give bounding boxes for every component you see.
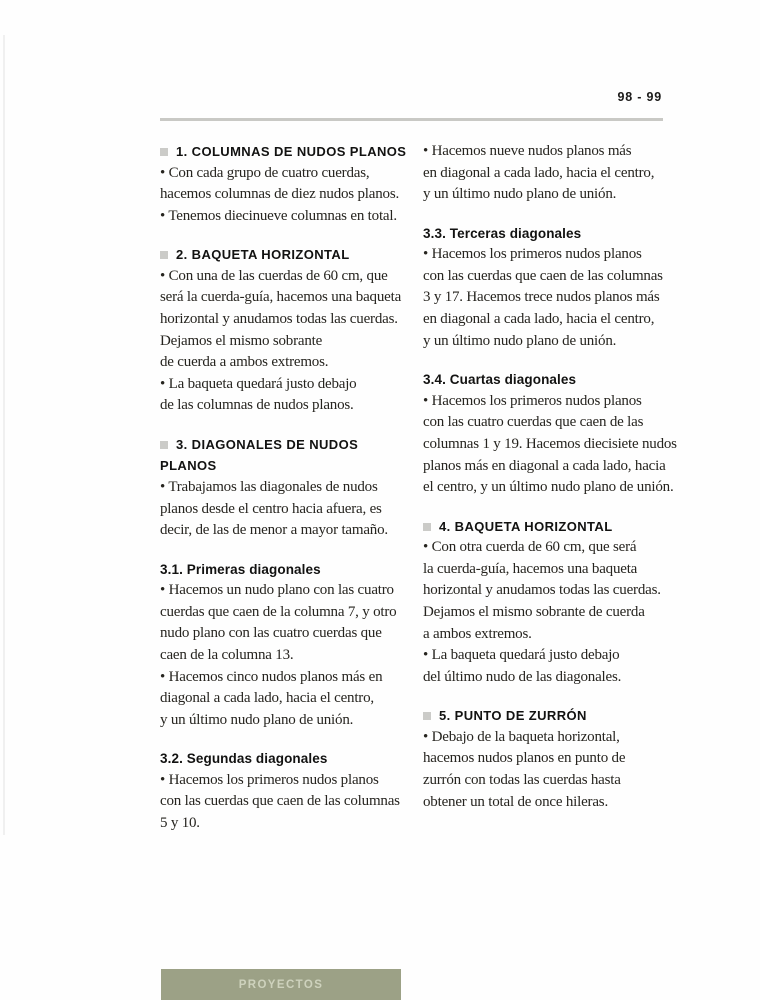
body-line: • Hacemos nueve nudos planos más	[423, 143, 632, 159]
body-line: Dejamos el mismo sobrante de cuerda	[423, 604, 645, 620]
body-line: decir, de las de menor a mayor tamaño.	[160, 522, 388, 539]
body-line: con las cuerdas que caen de las columnas	[423, 267, 663, 284]
square-bullet-icon	[160, 251, 168, 259]
body-line: Dejamos el mismo sobrante	[160, 332, 323, 349]
section-block	[160, 434, 412, 542]
body-line: hacemos columnas de diez nudos planos.	[160, 186, 400, 203]
body-line: cuerdas que caen de la columna 7, y otro	[160, 603, 397, 620]
body-line: • Hacemos un nudo plano con las cuatro	[160, 582, 394, 599]
body-line: horizontal y anudamos todas las cuerdas.	[423, 582, 661, 599]
subsection-block	[160, 748, 412, 834]
body-line: 5 y 10.	[160, 815, 200, 832]
subsection-heading: 3.2. Segundas diagonales	[160, 751, 328, 767]
body-line: • Trabajamos las diagonales de nudos	[160, 478, 378, 495]
body-line: será la cuerda-guía, hacemos una baqueta	[160, 289, 402, 306]
body-line: • Tenemos diecinueve columnas en total.	[160, 207, 397, 224]
section-block	[160, 141, 412, 227]
body-line: diagonal a cada lado, hacia el centro,	[160, 690, 374, 707]
body-line: • Debajo de la baqueta horizontal,	[423, 728, 620, 745]
body-line: • La baqueta quedará justo debajo	[160, 375, 357, 392]
body-line: y un último nudo plano de unión.	[160, 711, 354, 728]
subsection-block	[423, 369, 677, 498]
paragraph-block	[423, 141, 668, 206]
body-line: obtener un total de once hileras.	[423, 793, 608, 810]
body-line: columnas 1 y 19. Hacemos diecisiete nudos	[423, 435, 677, 452]
section-block	[423, 705, 668, 813]
body-line: planos más en diagonal a cada lado, hacia	[423, 457, 666, 474]
body-line: • Hacemos los primeros nudos planos	[160, 771, 379, 788]
body-line: zurrón con todas las cuerdas hasta	[423, 772, 621, 789]
section-heading: 3. DIAGONALES DE NUDOS	[160, 434, 412, 456]
body-line: nudo plano con las cuatro cuerdas que	[160, 625, 382, 642]
body-line: • Con cada grupo de cuatro cuerdas,	[160, 164, 370, 181]
section-block	[160, 244, 412, 417]
subsection-heading: 3.3. Terceras diagonales	[423, 225, 582, 241]
body-line: 3 y 17. Hacemos trece nudos planos más	[423, 289, 660, 306]
square-bullet-icon	[423, 712, 431, 720]
body-line: del último nudo de las diagonales.	[423, 668, 622, 685]
body-line: • Hacemos cinco nudos planos más en	[160, 668, 383, 685]
footer-tab-label: PROYECTOS	[238, 978, 324, 991]
body-line: de las columnas de nudos planos.	[160, 397, 354, 414]
body-line: hacemos nudos planos en punto de	[423, 750, 626, 767]
body-line: el centro, y un último nudo plano de unión.	[423, 479, 674, 496]
section-heading: 5. PUNTO DE ZURRÓN	[423, 705, 668, 727]
square-bullet-icon	[423, 523, 431, 531]
section-block	[423, 516, 668, 689]
square-bullet-icon	[160, 148, 168, 156]
body-line: horizontal y anudamos todas las cuerdas.	[160, 310, 398, 327]
body-line: • La baqueta quedará justo debajo	[423, 647, 620, 664]
footer-section-tab	[161, 969, 401, 1000]
body-line: • Hacemos los primeros nudos planos	[423, 392, 642, 409]
body-line: • Hacemos los primeros nudos planos	[423, 246, 642, 263]
subsection-heading: 3.1. Primeras diagonales	[160, 561, 321, 577]
square-bullet-icon	[160, 441, 168, 449]
body-line: con las cuatro cuerdas que caen de las	[423, 414, 644, 431]
subsection-block	[423, 223, 668, 352]
section-heading: 1. COLUMNAS DE NUDOS PLANOS	[160, 141, 412, 163]
body-line: y un último nudo plano de unión.	[423, 186, 617, 203]
body-line: planos desde el centro hacia afuera, es	[160, 500, 382, 517]
body-line: • Con otra cuerda de 60 cm, que será	[423, 539, 637, 556]
header-divider-rule	[160, 118, 663, 121]
text-column-left	[160, 141, 412, 835]
body-line: la cuerda-guía, hacemos una baqueta	[423, 560, 638, 577]
scan-edge-artifact	[3, 35, 5, 835]
body-line: caen de la columna 13.	[160, 647, 294, 663]
body-line: en diagonal a cada lado, hacia el centro,	[423, 164, 655, 181]
section-heading: 2. BAQUETA HORIZONTAL	[160, 244, 412, 266]
body-line: con las cuerdas que caen de las columnas	[160, 793, 400, 810]
body-line: a ambos extremos.	[423, 625, 532, 642]
subsection-heading: 3.4. Cuartas diagonales	[423, 372, 577, 388]
body-line: en diagonal a cada lado, hacia el centro,	[423, 311, 655, 328]
subsection-block	[160, 559, 412, 732]
text-column-right	[423, 141, 677, 813]
page-number: 98 - 99	[617, 90, 662, 104]
section-heading: 4. BAQUETA HORIZONTAL	[423, 516, 668, 538]
section-heading: PLANOS	[160, 458, 217, 474]
body-line: y un último nudo plano de unión.	[423, 332, 617, 349]
body-line: • Con una de las cuerdas de 60 cm, que	[160, 267, 388, 284]
body-line: de cuerda a ambos extremos.	[160, 354, 329, 371]
